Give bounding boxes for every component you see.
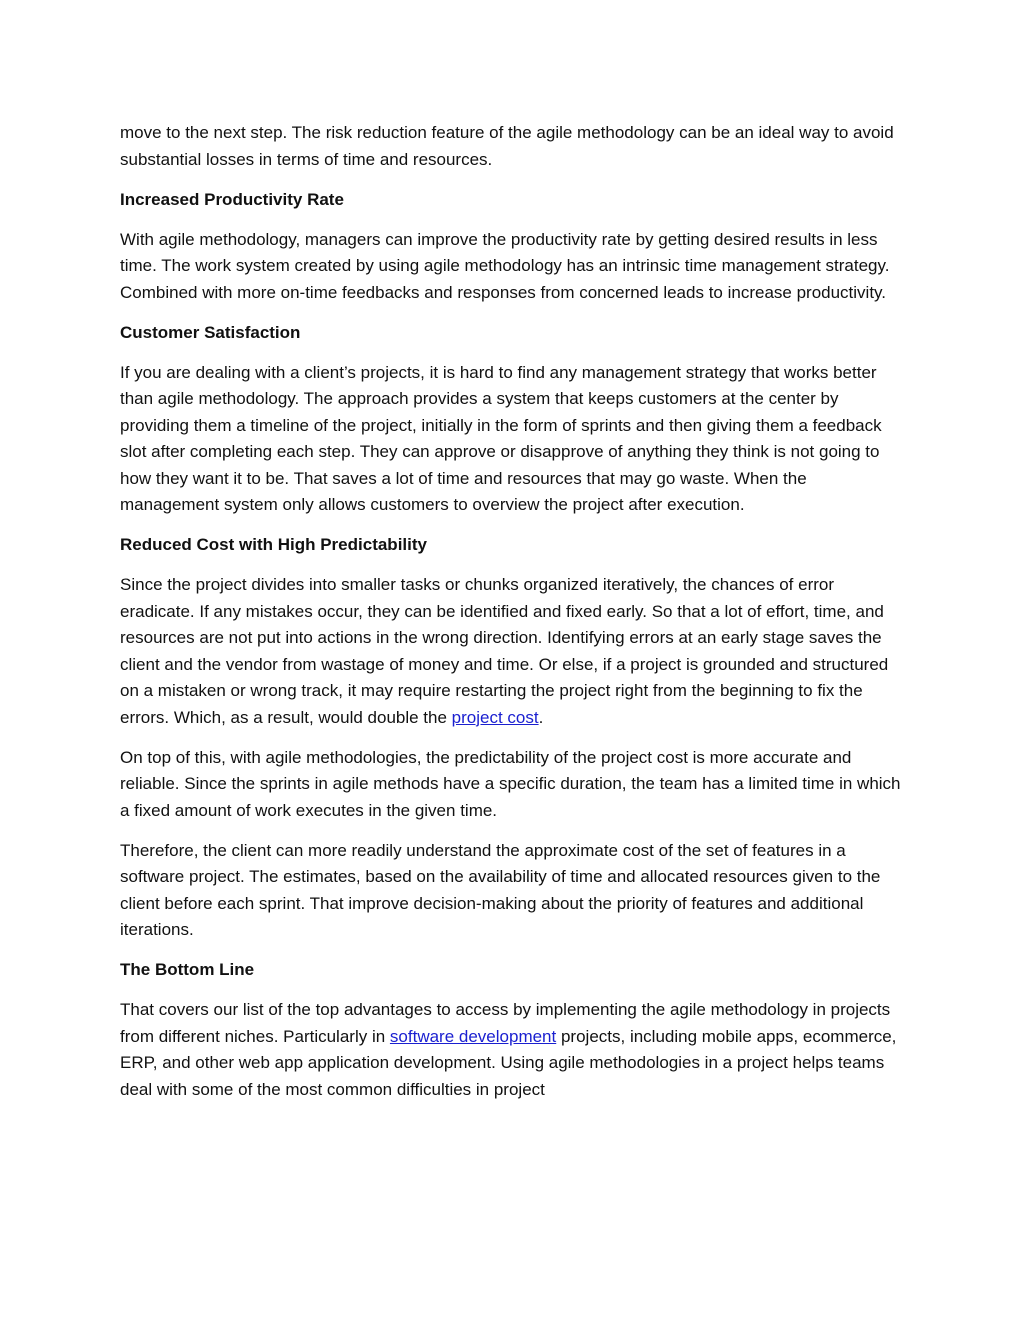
paragraph-customer-satisfaction: If you are dealing with a client’s projects, it is hard to find any management strategy that works better than agile methodology. The approach provides a system that keeps customers at the center by providing them a timeline of the project, initially in the form of sprints and then giving them a feedback slot after completing each step. They can approve or disapprove of anything they think is not going to how they want it to be. That saves a lot of time and resources that may go waste. When the management system only allows customers to overview the project after execution. bbox=[120, 362, 882, 514]
paragraph-productivity: With agile methodology, managers can improve the productivity rate by getting desired results in less time. The work system created by using agile methodology has an intrinsic time management strategy. Combined with more on-time feedbacks and responses from concerned leads to increase productivity. bbox=[120, 229, 890, 302]
paragraph-text: Since the project divides into smaller tasks or chunks organized iteratively, the chances of error eradicate. If any mistakes occur, they can be identified and fixed early. So that a lot of effort, time, and resources are not put into actions in the wrong direction. Identifying errors at an early stage saves the client and the vendor from wastage of money and time. Or else, if a project is grounded and structured on a mistaken or wrong track, it may require restarting the project right from the beginning to fix the errors. Which, as a result, would double the bbox=[120, 575, 889, 727]
heading-bottom-line: The Bottom Line bbox=[120, 960, 255, 979]
heading-reduced-cost: Reduced Cost with High Predictability bbox=[120, 535, 427, 554]
project-cost-link[interactable]: project cost bbox=[451, 707, 539, 727]
paragraph-text: That covers our list of the top advantages to access by implementing the agile methodology in projects from different niches. Particularly in bbox=[120, 1000, 891, 1046]
paragraph-text: projects, including mobile apps, ecommerce, ERP, and other web app application development. Using agile methodologies in a project helps teams deal with some of the most common difficulties in project bbox=[120, 1026, 897, 1099]
paragraph-bottom-line bbox=[120, 997, 910, 1103]
paragraph-predictability: On top of this, with agile methodologies, the predictability of the project cost is more accurate and reliable. Since the sprints in agile methods have a specific duration, the team has a limited time in which a fixed amount of work executes in the given time. bbox=[120, 747, 901, 820]
paragraph-estimates: Therefore, the client can more readily understand the approximate cost of the set of features in a software project. The estimates, based on the availability of time and allocated resources given to the client before each sprint. That improve decision-making about the priority of features and additional iterations. bbox=[120, 840, 881, 939]
heading-productivity: Increased Productivity Rate bbox=[120, 189, 344, 209]
document-page bbox=[120, 120, 910, 1117]
paragraph-text: . bbox=[538, 707, 544, 727]
paragraph-reduced-cost bbox=[120, 572, 910, 731]
software-development-link[interactable]: software development bbox=[389, 1026, 557, 1046]
heading-customer-satisfaction: Customer Satisfaction bbox=[120, 322, 301, 342]
paragraph-intro: move to the next step. The risk reduction feature of the agile methodology can be an ideal way to avoid substantial losses in terms of time and resources. bbox=[120, 123, 894, 169]
